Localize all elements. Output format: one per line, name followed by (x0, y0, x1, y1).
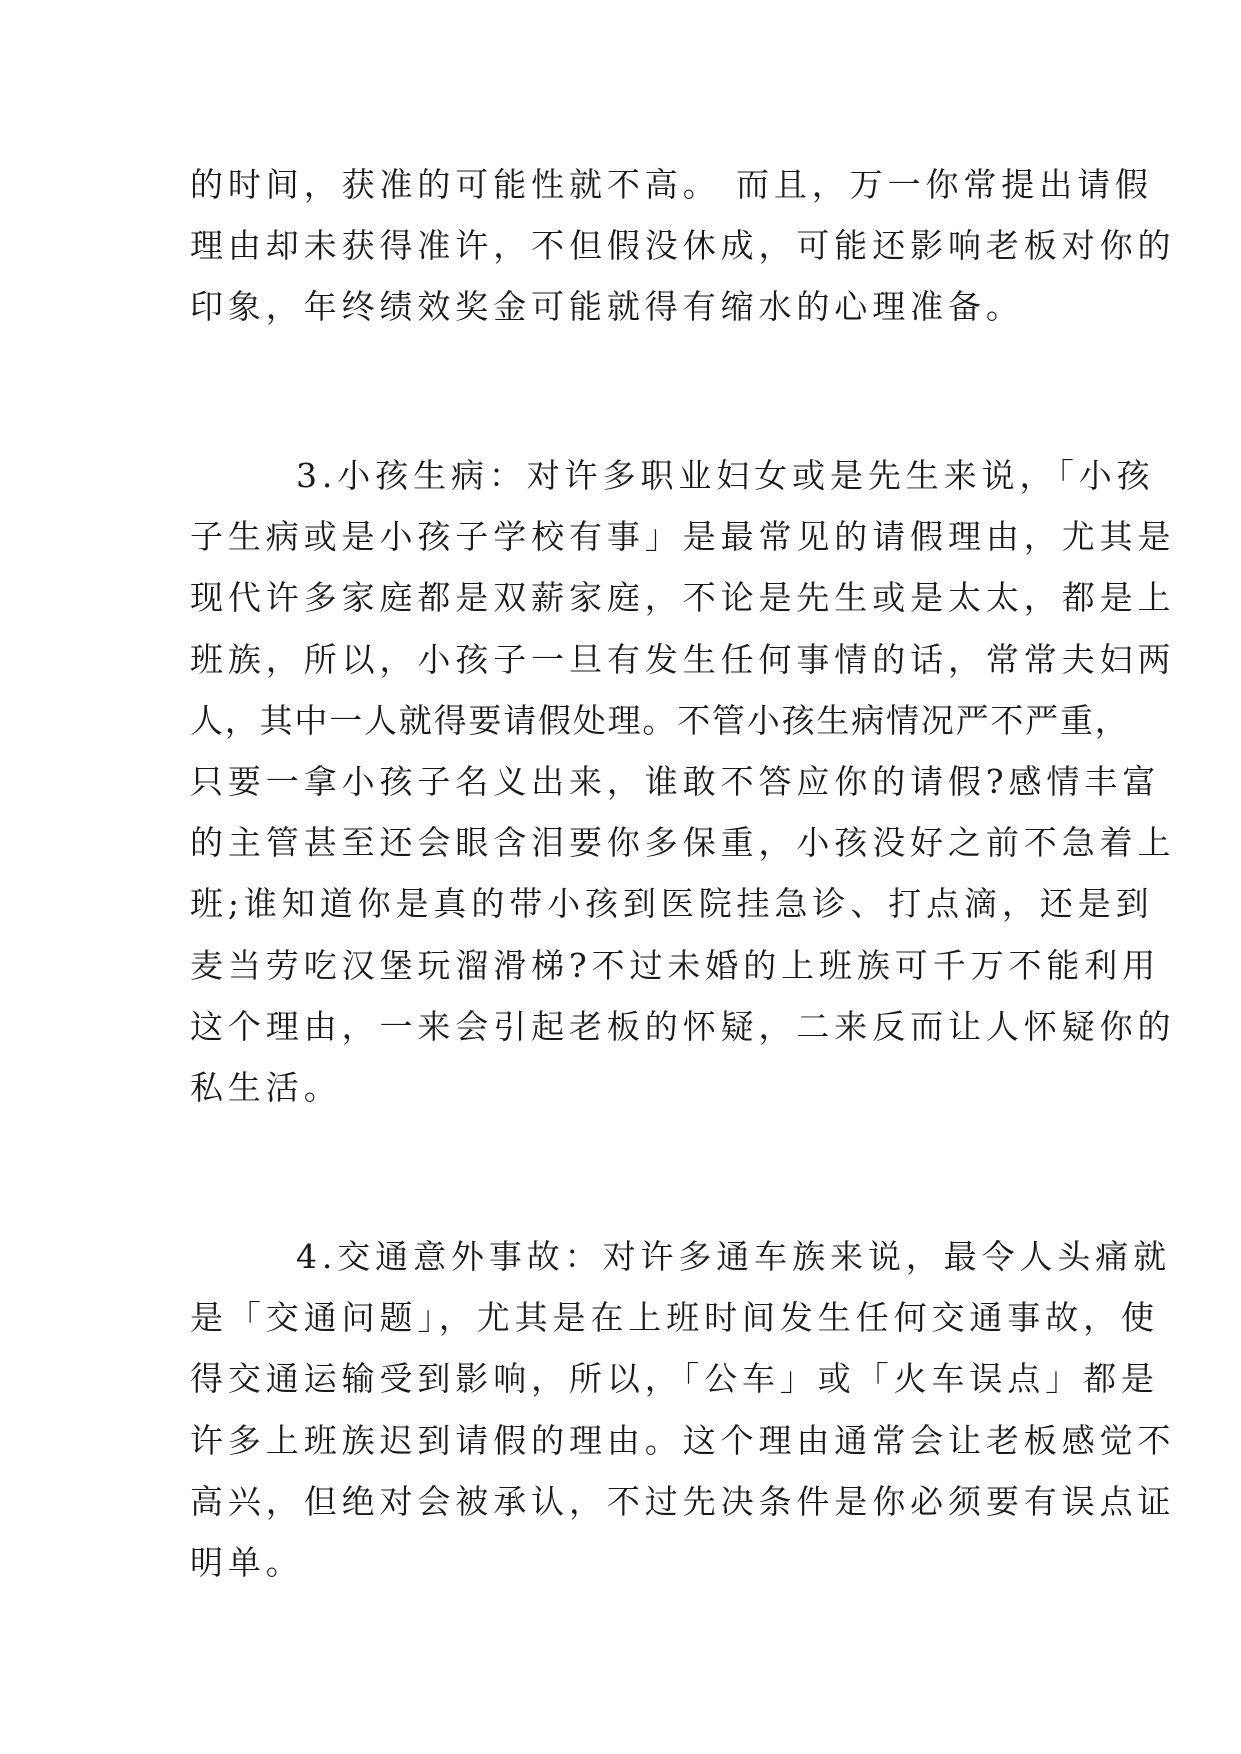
text-line: 3.小孩生病：对许多职业妇女或是先生来说，「小孩 (296, 456, 1155, 495)
text-line: 现代许多家庭都是双薪家庭，不论是先生或是太太，都是上 (190, 578, 1176, 617)
text-line: 麦当劳吃汉堡玩溜滑梯?不过未婚的上班族可千万不能利用 (190, 946, 1161, 985)
text-line: 的主管甚至还会眼含泪要你多保重，小孩没好之前不急着上 (190, 823, 1176, 862)
text-line: 明单。 (190, 1543, 304, 1582)
text-line: 许多上班族迟到请假的理由。这个理由通常会让老板感觉不 (190, 1421, 1176, 1460)
text-line: 这个理由，一来会引起老板的怀疑，二来反而让人怀疑你的 (190, 1007, 1176, 1046)
text-line: 高兴，但绝对会被承认，不过先决条件是你必须要有误点证 (190, 1482, 1176, 1521)
text-line: 班族，所以，小孩子一旦有发生任何事情的话，常常夫妇两 (190, 640, 1176, 679)
text-line: 印象，年终绩效奖金可能就得有缩水的心理准备。 (190, 287, 1024, 326)
text-line: 只要一拿小孩子名义出来，谁敢不答应你的请假?感情丰富 (190, 762, 1161, 801)
text-line: 班;谁知道你是真的带小孩到医院挂急诊、打点滴，还是到 (190, 884, 1154, 923)
text-line: 私生活。 (190, 1068, 342, 1107)
text-line: 人，其中一人就得要请假处理。不管小孩生病情况严不严重， (190, 701, 1130, 740)
text-line: 得交通运输受到影响，所以，「公车」或「火车误点」都是 (190, 1359, 1159, 1398)
text-line: 的时间，获准的可能性就不高。 而且，万一你常提出请假 (190, 165, 1153, 204)
text-line: 子生病或是小孩子学校有事」是最常见的请假理由，尤其是 (190, 517, 1176, 556)
text-line: 4.交通意外事故：对许多通车族来说，最令人头痛就 (296, 1237, 1172, 1276)
text-line: 是「交通问题」，尤其是在上班时间发生任何交通事故，使 (190, 1298, 1159, 1337)
text-line: 理由却未获得准许，不但假没休成，可能还影响老板对你的 (190, 226, 1176, 265)
